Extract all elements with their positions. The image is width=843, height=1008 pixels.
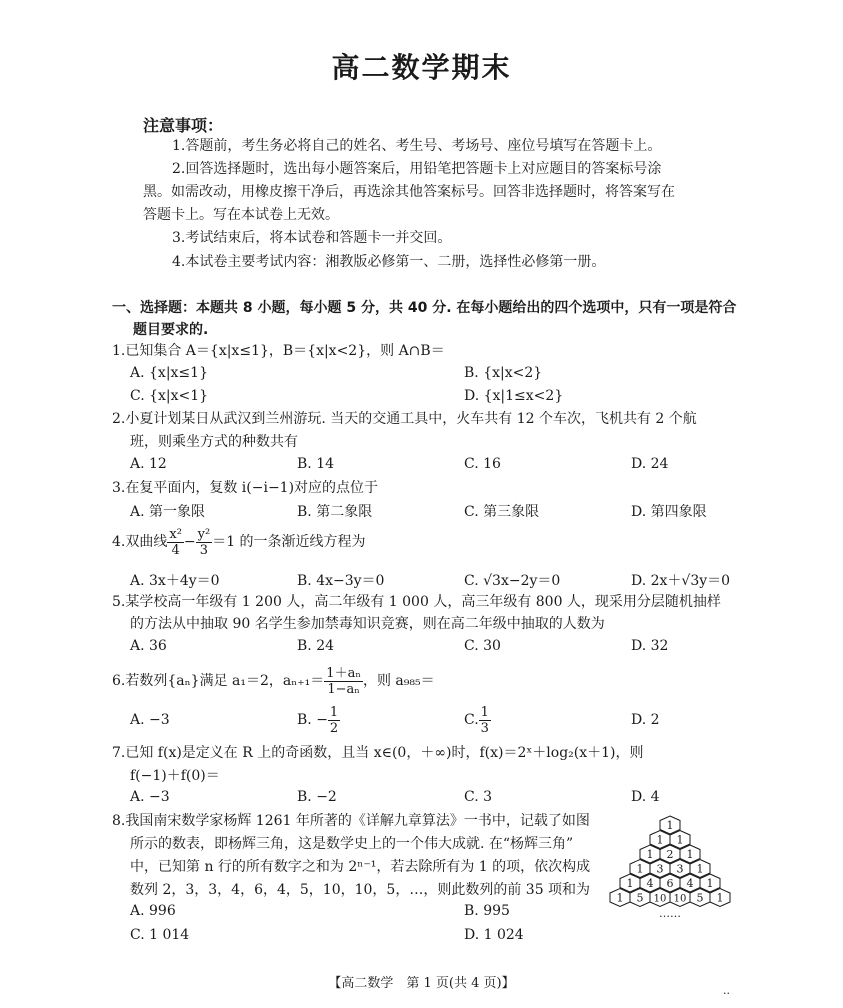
q8-option-c: C. 1 014 — [130, 927, 190, 943]
notice-item-3: 3.考试结束后，将本试卷和答题卡一并交回。 — [172, 230, 452, 246]
triangle-cell-value: 5 — [696, 891, 704, 905]
q3-option-b: B. 第二象限 — [297, 504, 373, 520]
triangle-cell-value: 1 — [626, 877, 634, 890]
triangle-cell-value: 1 — [646, 848, 654, 861]
q3-option-c: C. 第三象限 — [464, 504, 540, 520]
q8-option-b: B. 995 — [464, 903, 510, 919]
question-1-stem: 1.已知集合 A＝{x|x≤1}，B＝{x|x<2}，则 A∩B＝ — [112, 343, 445, 359]
yanghui-triangle — [600, 810, 745, 940]
q5-option-c: C. 30 — [464, 638, 501, 654]
triangle-cell-value: 3 — [676, 862, 684, 876]
q6-stem-post: ，则 a₉₈₅＝ — [362, 673, 435, 689]
triangle-cell-value: 10 — [673, 893, 687, 905]
q6-option-b-fraction — [328, 705, 340, 736]
question-5-stem-cont: 的方法从中抽取 90 名学生参加禁毒知识竞赛，则在高二年级中抽取的人数为 — [130, 616, 605, 632]
q4-fraction-y — [196, 527, 213, 558]
question-2-stem-cont: 班，则乘坐方式的种数共有 — [130, 434, 298, 450]
question-8-stem-4: 数列 2，3，3，4，6，4，5，10，10，5，…，则此数列的前 35 项和为 — [130, 882, 591, 898]
q6-fraction-den: 1−aₙ — [327, 681, 360, 697]
notice-item-2-cont: 黑。如需改动，用橡皮擦干净后，再选涂其他答案标号。回答非选择题时，将答案写在 — [143, 184, 675, 200]
triangle-cell-value: 1 — [716, 891, 724, 905]
question-8-stem-3: 中，已知第 n 行的所有数字之和为 2ⁿ⁻¹，若去除所有为 1 的项，依次构成 — [130, 859, 591, 875]
triangle-cell-value: 1 — [656, 833, 664, 847]
section-heading: 一、选择题：本题共 8 小题，每小题 5 分，共 40 分. 在每小题给出的四个选项中，只有一项是符合 — [112, 300, 737, 316]
q2-option-b: B. 14 — [297, 456, 335, 472]
triangle-cell-value: 4 — [646, 877, 654, 890]
q5-option-d: D. 32 — [631, 638, 669, 654]
q4-option-c: C. √3x−2y＝0 — [464, 573, 561, 589]
triangle-cell-value: 1 — [706, 877, 714, 890]
q6-option-c — [464, 702, 491, 738]
triangle-cell-value: 1 — [686, 848, 694, 861]
q1-option-a: A. {x|x≤1} — [130, 365, 208, 381]
question-7-stem: 7.已知 f(x)是定义在 R 上的奇函数，且当 x∈(0，＋∞)时，f(x)＝2ˣ＋log₂(x＋1)，则 — [112, 745, 644, 761]
q8-option-a: A. 996 — [130, 903, 176, 919]
triangle-cell-value: 1 — [666, 819, 674, 832]
triangle-cell-value: 1 — [616, 891, 624, 905]
q7-option-a: A. −3 — [130, 789, 170, 805]
q6-option-b — [297, 702, 340, 738]
triangle-cell-value: 2 — [666, 848, 674, 861]
q4-fraction-y-den: 3 — [199, 542, 209, 558]
notice-item-2: 2.回答选择题时，选出每小题答案后，用铅笔把答题卡上对应题目的答案标号涂 — [172, 161, 662, 177]
q6-option-c-prefix: C. — [464, 712, 479, 728]
q7-option-d: D. 4 — [631, 789, 660, 805]
notice-item-1: 1.答题前，考生务必将自己的姓名、考生号、考场号、座位号填写在答题卡上。 — [172, 138, 662, 154]
triangle-cell-value: 1 — [636, 862, 644, 876]
q6-option-c-num: 1 — [480, 704, 489, 720]
question-8-stem-2: 所示的数表，即杨辉三角，这是数学史上的一个伟大成就. 在“杨辉三角” — [130, 836, 574, 852]
question-7-stem-cont: f(−1)＋f(0)＝ — [130, 768, 220, 784]
q6-option-c-fraction — [479, 705, 491, 736]
q6-option-a: A. −3 — [130, 712, 170, 728]
q7-option-b: B. −2 — [297, 789, 337, 805]
q1-option-b: B. {x|x<2} — [464, 365, 543, 381]
notice-item-4: 4.本试卷主要考试内容：湘教版必修第一、二册，选择性必修第一册。 — [172, 254, 606, 270]
notice-heading: 注意事项： — [143, 116, 224, 135]
q4-option-d: D. 2x＋√3y＝0 — [631, 573, 731, 589]
q4-minus: − — [183, 534, 196, 550]
q6-fraction — [324, 666, 363, 697]
q4-fraction-y-num: y² — [197, 526, 211, 542]
q4-fraction-x-den: 4 — [171, 542, 180, 558]
notice-item-2-end: 答题卡上。写在本试卷上无效。 — [143, 207, 339, 223]
corner-mark: .. — [723, 984, 730, 997]
triangle-cell-value: 4 — [686, 877, 694, 890]
q5-option-a: A. 36 — [130, 638, 167, 654]
question-4-stem — [112, 522, 366, 562]
section-heading-cont: 题目要求的. — [133, 322, 209, 338]
question-3-stem: 3.在复平面内，复数 i(−i−1)对应的点位于 — [112, 480, 379, 496]
question-5-stem: 5.某学校高一年级有 1 200 人，高二年级有 1 000 人，高三年级有 800 人，现采用分层随机抽样 — [112, 594, 721, 610]
q6-fraction-num: 1＋aₙ — [326, 665, 361, 681]
q4-fraction-x-num: x² — [169, 526, 182, 542]
q7-option-c: C. 3 — [464, 789, 493, 805]
triangle-cell-value: 10 — [653, 893, 667, 905]
triangle-cell-value: 6 — [666, 877, 674, 890]
q6-option-b-num: 1 — [329, 704, 339, 720]
q2-option-c: C. 16 — [464, 456, 501, 472]
triangle-cell-value: 1 — [696, 862, 704, 876]
q5-option-b: B. 24 — [297, 638, 335, 654]
q6-option-b-den: 2 — [329, 720, 339, 736]
q4-option-a: A. 3x＋4y＝0 — [130, 573, 220, 589]
q6-stem-pre: 6.若数列{aₙ}满足 a₁＝2，aₙ₊₁＝ — [112, 673, 325, 689]
triangle-cell-value: 3 — [656, 862, 664, 876]
q8-option-d: D. 1 024 — [464, 927, 524, 943]
q3-option-a: A. 第一象限 — [130, 504, 206, 520]
question-2-stem: 2.小夏计划某日从武汉到兰州游玩. 当天的交通工具中，火车共有 12 个车次，飞机共有 2 个航 — [112, 411, 697, 427]
triangle-continuation-dots: …… — [659, 907, 681, 920]
q4-stem-pre: 4.双曲线 — [112, 534, 168, 550]
q6-option-c-den: 3 — [480, 720, 489, 736]
page-footer: 【高二数学 第 1 页(共 4 页)】 — [328, 976, 515, 991]
q6-option-b-prefix: B. − — [297, 712, 328, 728]
q1-option-d: D. {x|1≤x<2} — [464, 388, 564, 404]
triangle-cell-value: 1 — [676, 833, 684, 847]
q4-option-b: B. 4x−3y＝0 — [297, 573, 385, 589]
q3-option-d: D. 第四象限 — [631, 504, 707, 520]
question-8-stem: 8.我国南宋数学家杨辉 1261 年所著的《详解九章算法》一书中，记载了如图 — [112, 813, 590, 829]
q2-option-d: D. 24 — [631, 456, 669, 472]
q2-option-a: A. 12 — [130, 456, 167, 472]
q4-fraction-x — [167, 527, 184, 558]
question-6-stem — [112, 661, 435, 701]
q1-option-c: C. {x|x<1} — [130, 388, 209, 404]
q6-option-d: D. 2 — [631, 712, 660, 728]
q4-stem-post: ＝1 的一条渐近线方程为 — [212, 534, 366, 550]
triangle-cell-value: 5 — [636, 891, 644, 905]
page-title: 高二数学期末 — [331, 51, 512, 84]
